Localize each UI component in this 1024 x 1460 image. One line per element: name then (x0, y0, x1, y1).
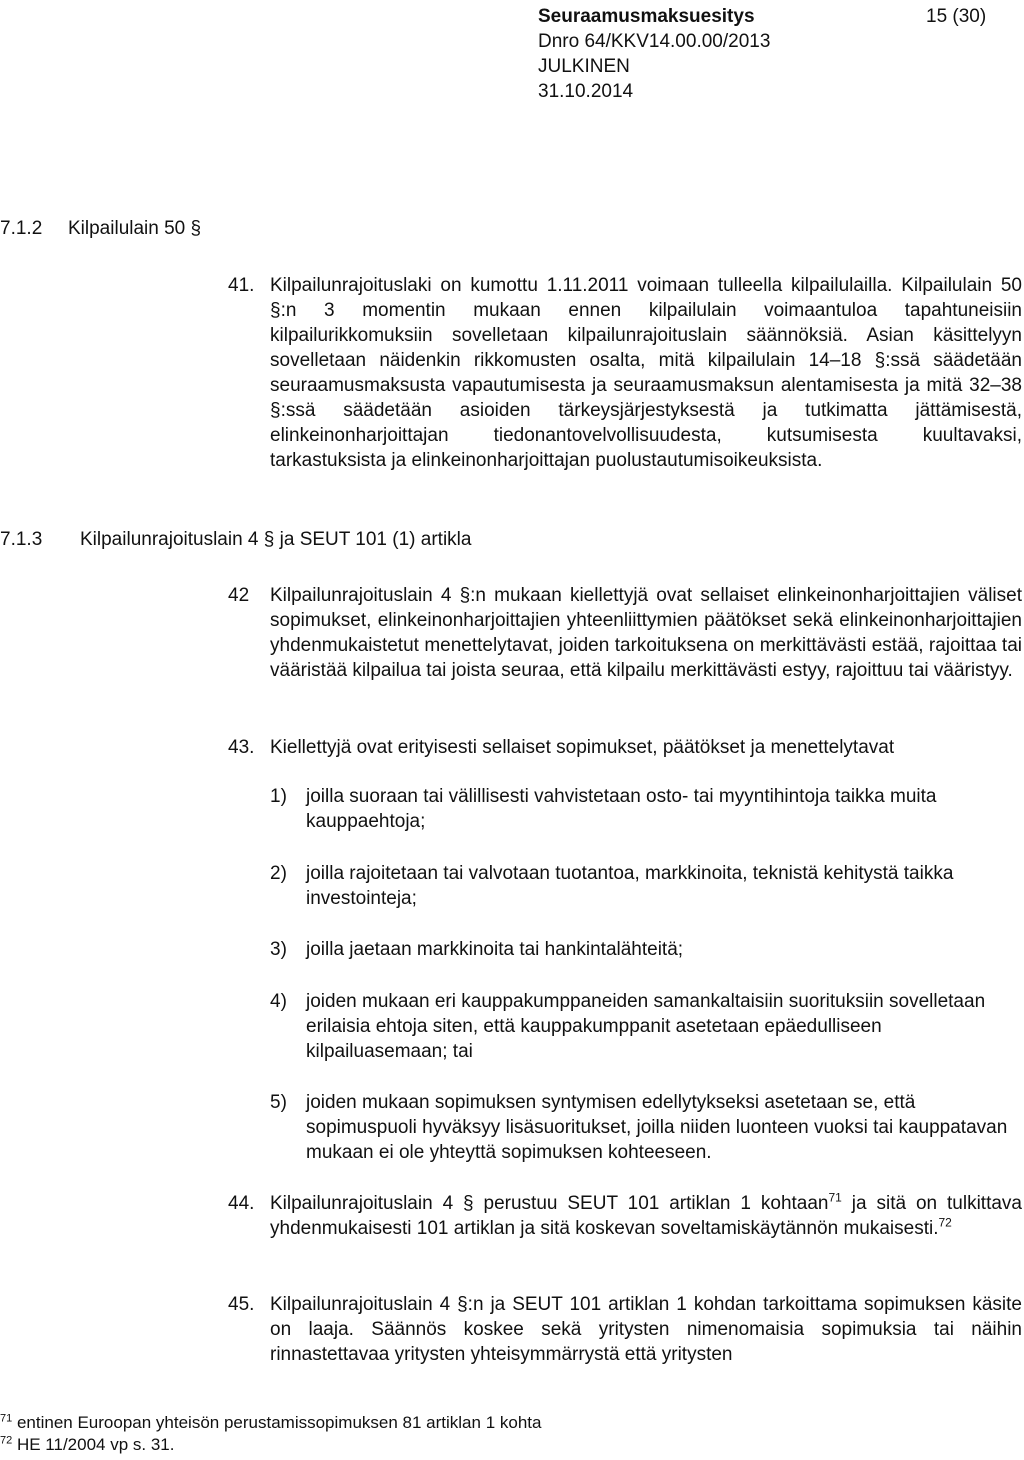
footnote-ref: 72 (938, 1215, 952, 1230)
list-item-text: joiden mukaan eri kauppakumppaneiden samankaltaisiin suorituksiin sovelletaan erilaisia ehtoja siten, että kauppakumppanit asetetaan epäedulliseen kilpailuasemaan; tai (306, 991, 986, 1062)
list-item-text: joilla suoraan tai välillisesti vahvistetaan osto- tai myyntihintoja taikka muita kauppaehtoja; (306, 786, 937, 832)
footnote-text: entinen Euroopan yhteisön perustamissopimuksen 81 artiklan 1 kohta (12, 1413, 542, 1432)
paragraph-number: 45. (228, 1294, 255, 1315)
document-title: Seuraamusmaksuesitys (538, 6, 755, 27)
footnote-number: 72 (0, 1434, 13, 1447)
footnote (0, 1434, 174, 1456)
list-item-number: 2) (270, 863, 287, 884)
list-item-text: joilla rajoitetaan tai valvotaan tuotantoa, markkinoita, teknistä kehitystä taikka investointeja; (306, 863, 954, 909)
paragraph-number: 43. (228, 737, 255, 758)
list-item-number: 4) (270, 991, 287, 1012)
list-item-number: 3) (270, 939, 287, 960)
list-item-text: joiden mukaan sopimuksen syntymisen edellytykseksi asetetaan se, että sopimuspuoli hyväksyy lisäsuoritukset, joilla niiden luonteen vuoksi tai kauppatavan mukaan ei ole yhteyttä sopimuksen kohteeseen. (306, 1092, 1008, 1163)
section-title: Kilpailulain 50 § (68, 218, 202, 239)
document-status: JULKINEN (538, 56, 630, 77)
list-item-text: joilla jaetaan markkinoita tai hankintalähteitä; (306, 939, 684, 960)
paragraph-text-part: Kilpailunrajoituslain 4 § perustuu SEUT 101 artiklan 1 kohtaan (270, 1193, 829, 1214)
paragraph-text-part: ja sitä on tulkittava yhdenmukaisesti 101 artiklan ja sitä koskevan soveltamiskäytännön mukaisesti. (270, 1193, 1022, 1239)
footnote-number: 71 (0, 1412, 13, 1425)
paragraph-text: Kilpailunrajoituslain 4 §:n mukaan kiellettyjä ovat sellaiset elinkeinonharjoittajien väliset sopimukset, elinkeinonharjoittajien yhteenliittymien päätökset sekä elinkeinonharjoittajien yhdenmukaistetut menettelytavat, joiden tarkoituksena on merkittävästi estää, rajoittaa tai vääristää kilpailua tai joista seuraa, että kilpailu merkittävästi estyy, rajoittuu tai vääristyy. (270, 585, 1022, 681)
footnote-ref: 71 (828, 1190, 842, 1205)
footnote-text: HE 11/2004 vp s. 31. (12, 1435, 175, 1454)
list-item-number: 1) (270, 786, 287, 807)
paragraph-number: 42 (228, 585, 250, 606)
document-header (538, 4, 838, 104)
footnote (0, 1412, 541, 1434)
paragraph-number: 41. (228, 275, 255, 296)
paragraph-text (270, 1191, 1022, 1241)
page-number: 15 (30) (926, 6, 987, 27)
section-title: Kilpailunrajoituslain 4 § ja SEUT 101 (1) artikla (80, 529, 472, 550)
document-dnro: Dnro 64/KKV14.00.00/2013 (538, 31, 771, 52)
paragraph-number: 44. (228, 1193, 255, 1214)
paragraph-text: Kilpailunrajoituslain 4 §:n ja SEUT 101 artiklan 1 kohdan tarkoittama sopimuksen käsite on laaja. Säännös koskee sekä yritysten nimenomaisia sopimuksia tai näihin rinnastettavaa yritysten yhteisymmärrystä että yritysten (270, 1294, 1022, 1365)
document-date: 31.10.2014 (538, 81, 634, 102)
section-number: 7.1.2 (0, 218, 43, 239)
paragraph-text: Kilpailunrajoituslaki on kumottu 1.11.2011 voimaan tulleella kilpailulailla. Kilpailulain 50 §:n 3 momentin mukaan ennen kilpailulain voimaantuloa tapahtuneisiin kilpailurikkomuksiin sovelletaan kilpailunrajoituslain säännöksiä. Asian käsittelyyn sovelletaan näidenkin rikkomusten osalta, mitä kilpailulain 14–18 §:ssä säädetään seuraamusmaksusta vapautumisesta ja seuraamusmaksun alentamisesta ja mitä 32–38 §:ssä säädetään asioiden tärkeysjärjestyksestä ja tutkimatta jättämisestä, elinkeinonharjoittajan tiedonantovelvollisuudesta, kutsumisesta kuultavaksi, tarkastuksista ja elinkeinonharjoittajan puolustautumisoikeuksista. (270, 275, 1022, 471)
paragraph-text: Kiellettyjä ovat erityisesti sellaiset sopimukset, päätökset ja menettelytavat (270, 737, 895, 758)
section-number: 7.1.3 (0, 529, 43, 550)
list-item-number: 5) (270, 1092, 287, 1113)
